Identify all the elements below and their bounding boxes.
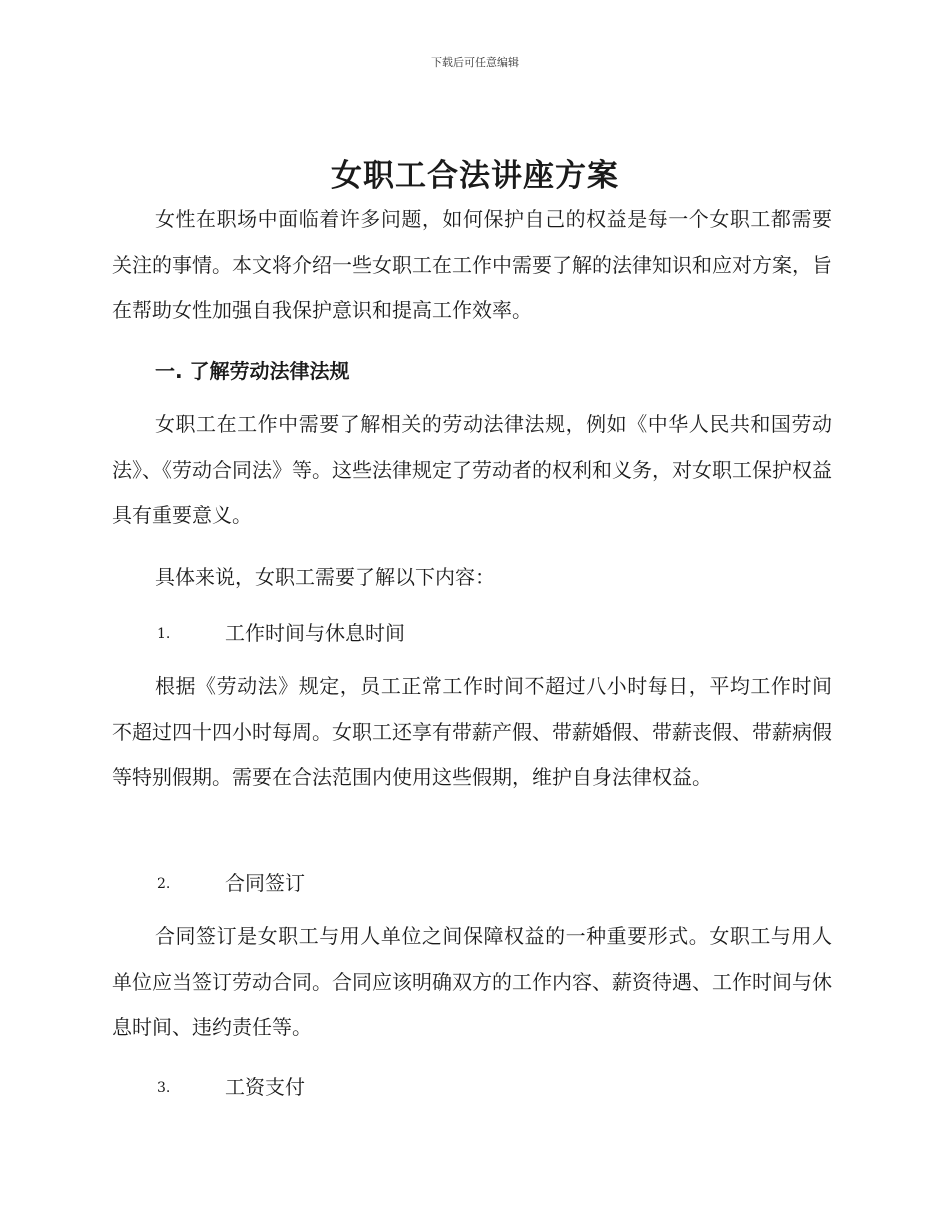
- list-item-title: 合同签订: [225, 871, 305, 895]
- list-number: 3.: [157, 1080, 171, 1096]
- page-header: 下载后可任意编辑: [431, 56, 519, 69]
- list-item-heading: [157, 867, 305, 896]
- list-item-heading: [157, 617, 405, 646]
- list-item-paragraph: 合同签订是女职工与用人单位之间保障权益的一种重要形式。女职工与用人单位应当签订劳动合同。合同应该明确双方的工作内容、薪资待遇、工作时间与休息时间、违约责任等。: [112, 924, 832, 1039]
- list-item-heading: [157, 1071, 305, 1100]
- list-item-title: 工资支付: [225, 1075, 305, 1099]
- list-item-title: 工作时间与休息时间: [225, 621, 405, 645]
- intro-paragraph: 女性在职场中面临着许多问题，如何保护自己的权益是每一个女职工都需要关注的事情。本文将介绍一些女职工在工作中需要了解的法律知识和应对方案，旨在帮助女性加强自我保护意识和提高工作效率。: [112, 207, 832, 322]
- section-paragraph: 女职工在工作中需要了解相关的劳动法律法规，例如《中华人民共和国劳动法》、《劳动合同法》等。这些法律规定了劳动者的权利和义务，对女职工保护权益具有重要意义。: [112, 412, 832, 527]
- document-title: 女职工合法讲座方案: [331, 158, 619, 194]
- list-lead-text: 具体来说，女职工需要了解以下内容：: [155, 565, 495, 589]
- list-item-paragraph: 根据《劳动法》规定，员工正常工作时间不超过八小时每日，平均工作时间不超过四十四小时每周。女职工还享有带薪产假、带薪婚假、带薪丧假、带薪病假等特别假期。需要在合法范围内使用这些假期，维护自身法律权益。: [112, 674, 832, 789]
- section-heading: 一. 了解劳动法律法规: [155, 359, 350, 383]
- list-number: 1.: [157, 626, 171, 642]
- list-number: 2.: [157, 876, 171, 892]
